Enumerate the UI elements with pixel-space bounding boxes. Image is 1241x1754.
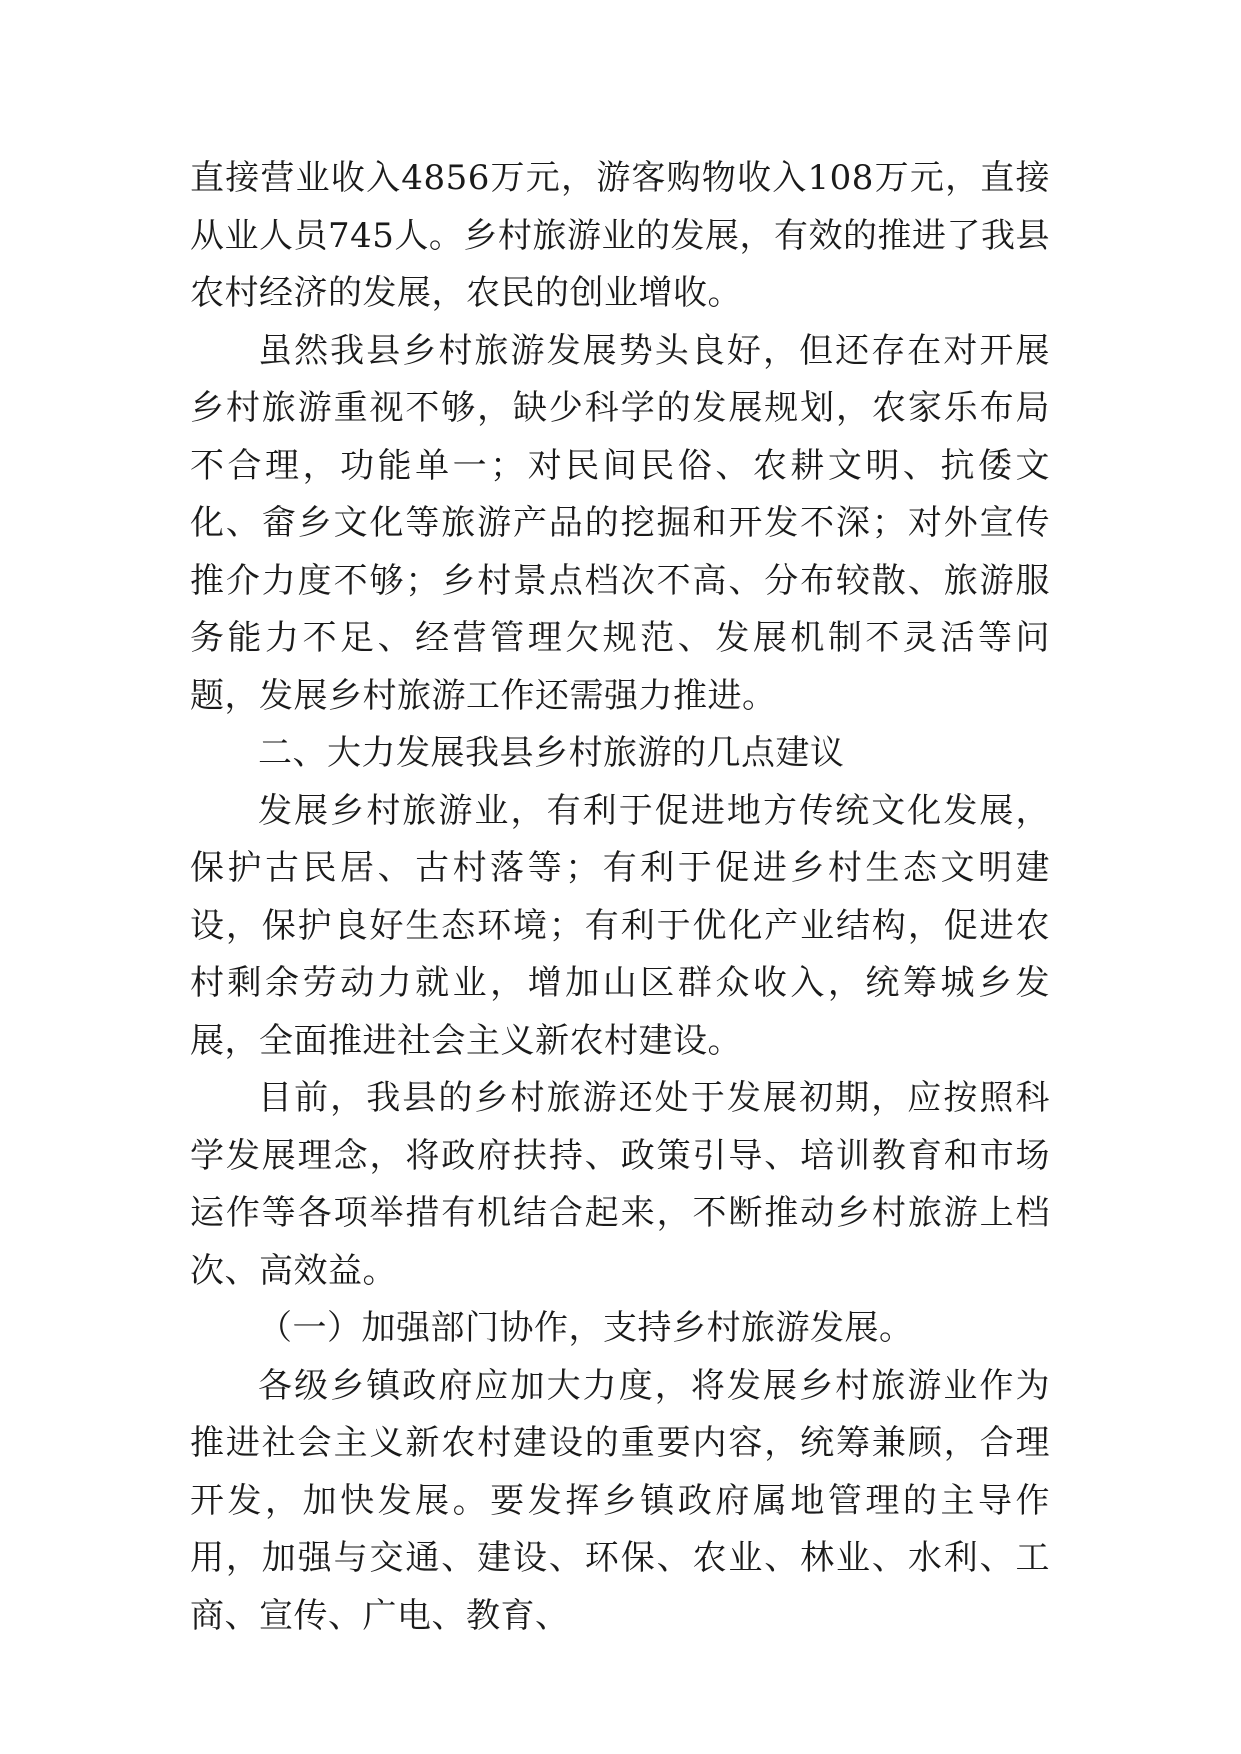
paragraph-revenue-summary: 直接营业收入4856万元，游客购物收入108万元，直接从业人员745人。乡村旅游业的发展，有效的推进了我县农村经济的发展，农民的创业增收。: [190, 158, 1050, 313]
document-body: [190, 150, 1050, 1645]
paragraph-government-role: 各级乡镇政府应加大力度，将发展乡村旅游业作为推进社会主义新农村建设的重要内容，统筹兼顾，合理开发，加快发展。要发挥乡镇政府属地管理的主导作用，加强与交通、建设、环保、农业、林业、水利、工商、宣传、广电、教育、: [190, 1365, 1050, 1636]
subsection-heading-cooperation: （一）加强部门协作，支持乡村旅游发展。: [258, 1308, 914, 1348]
paragraph-existing-problems: 虽然我县乡村旅游发展势头良好，但还存在对开展乡村旅游重视不够，缺少科学的发展规划，农家乐布局不合理，功能单一；对民间民俗、农耕文明、抗倭文化、畲乡文化等旅游产品的挖掘和开发不深；对外宣传推介力度不够；乡村景点档次不高、分布较散、旅游服务能力不足、经营管理欠规范、发展机制不灵活等问题，发展乡村旅游工作还需强力推进。: [190, 330, 1050, 716]
paragraph-current-stage: 目前，我县的乡村旅游还处于发展初期，应按照科学发展理念，将政府扶持、政策引导、培训教育和市场运作等各项举措有机结合起来，不断推动乡村旅游上档次、高效益。: [190, 1078, 1050, 1291]
paragraph-benefits: 发展乡村旅游业，有利于促进地方传统文化发展，保护古民居、古村落等；有利于促进乡村生态文明建设，保护良好生态环境；有利于优化产业结构，促进农村剩余劳动力就业，增加山区群众收入，统筹城乡发展，全面推进社会主义新农村建设。: [190, 790, 1050, 1061]
section-heading-suggestions: 二、大力发展我县乡村旅游的几点建议: [258, 733, 845, 773]
